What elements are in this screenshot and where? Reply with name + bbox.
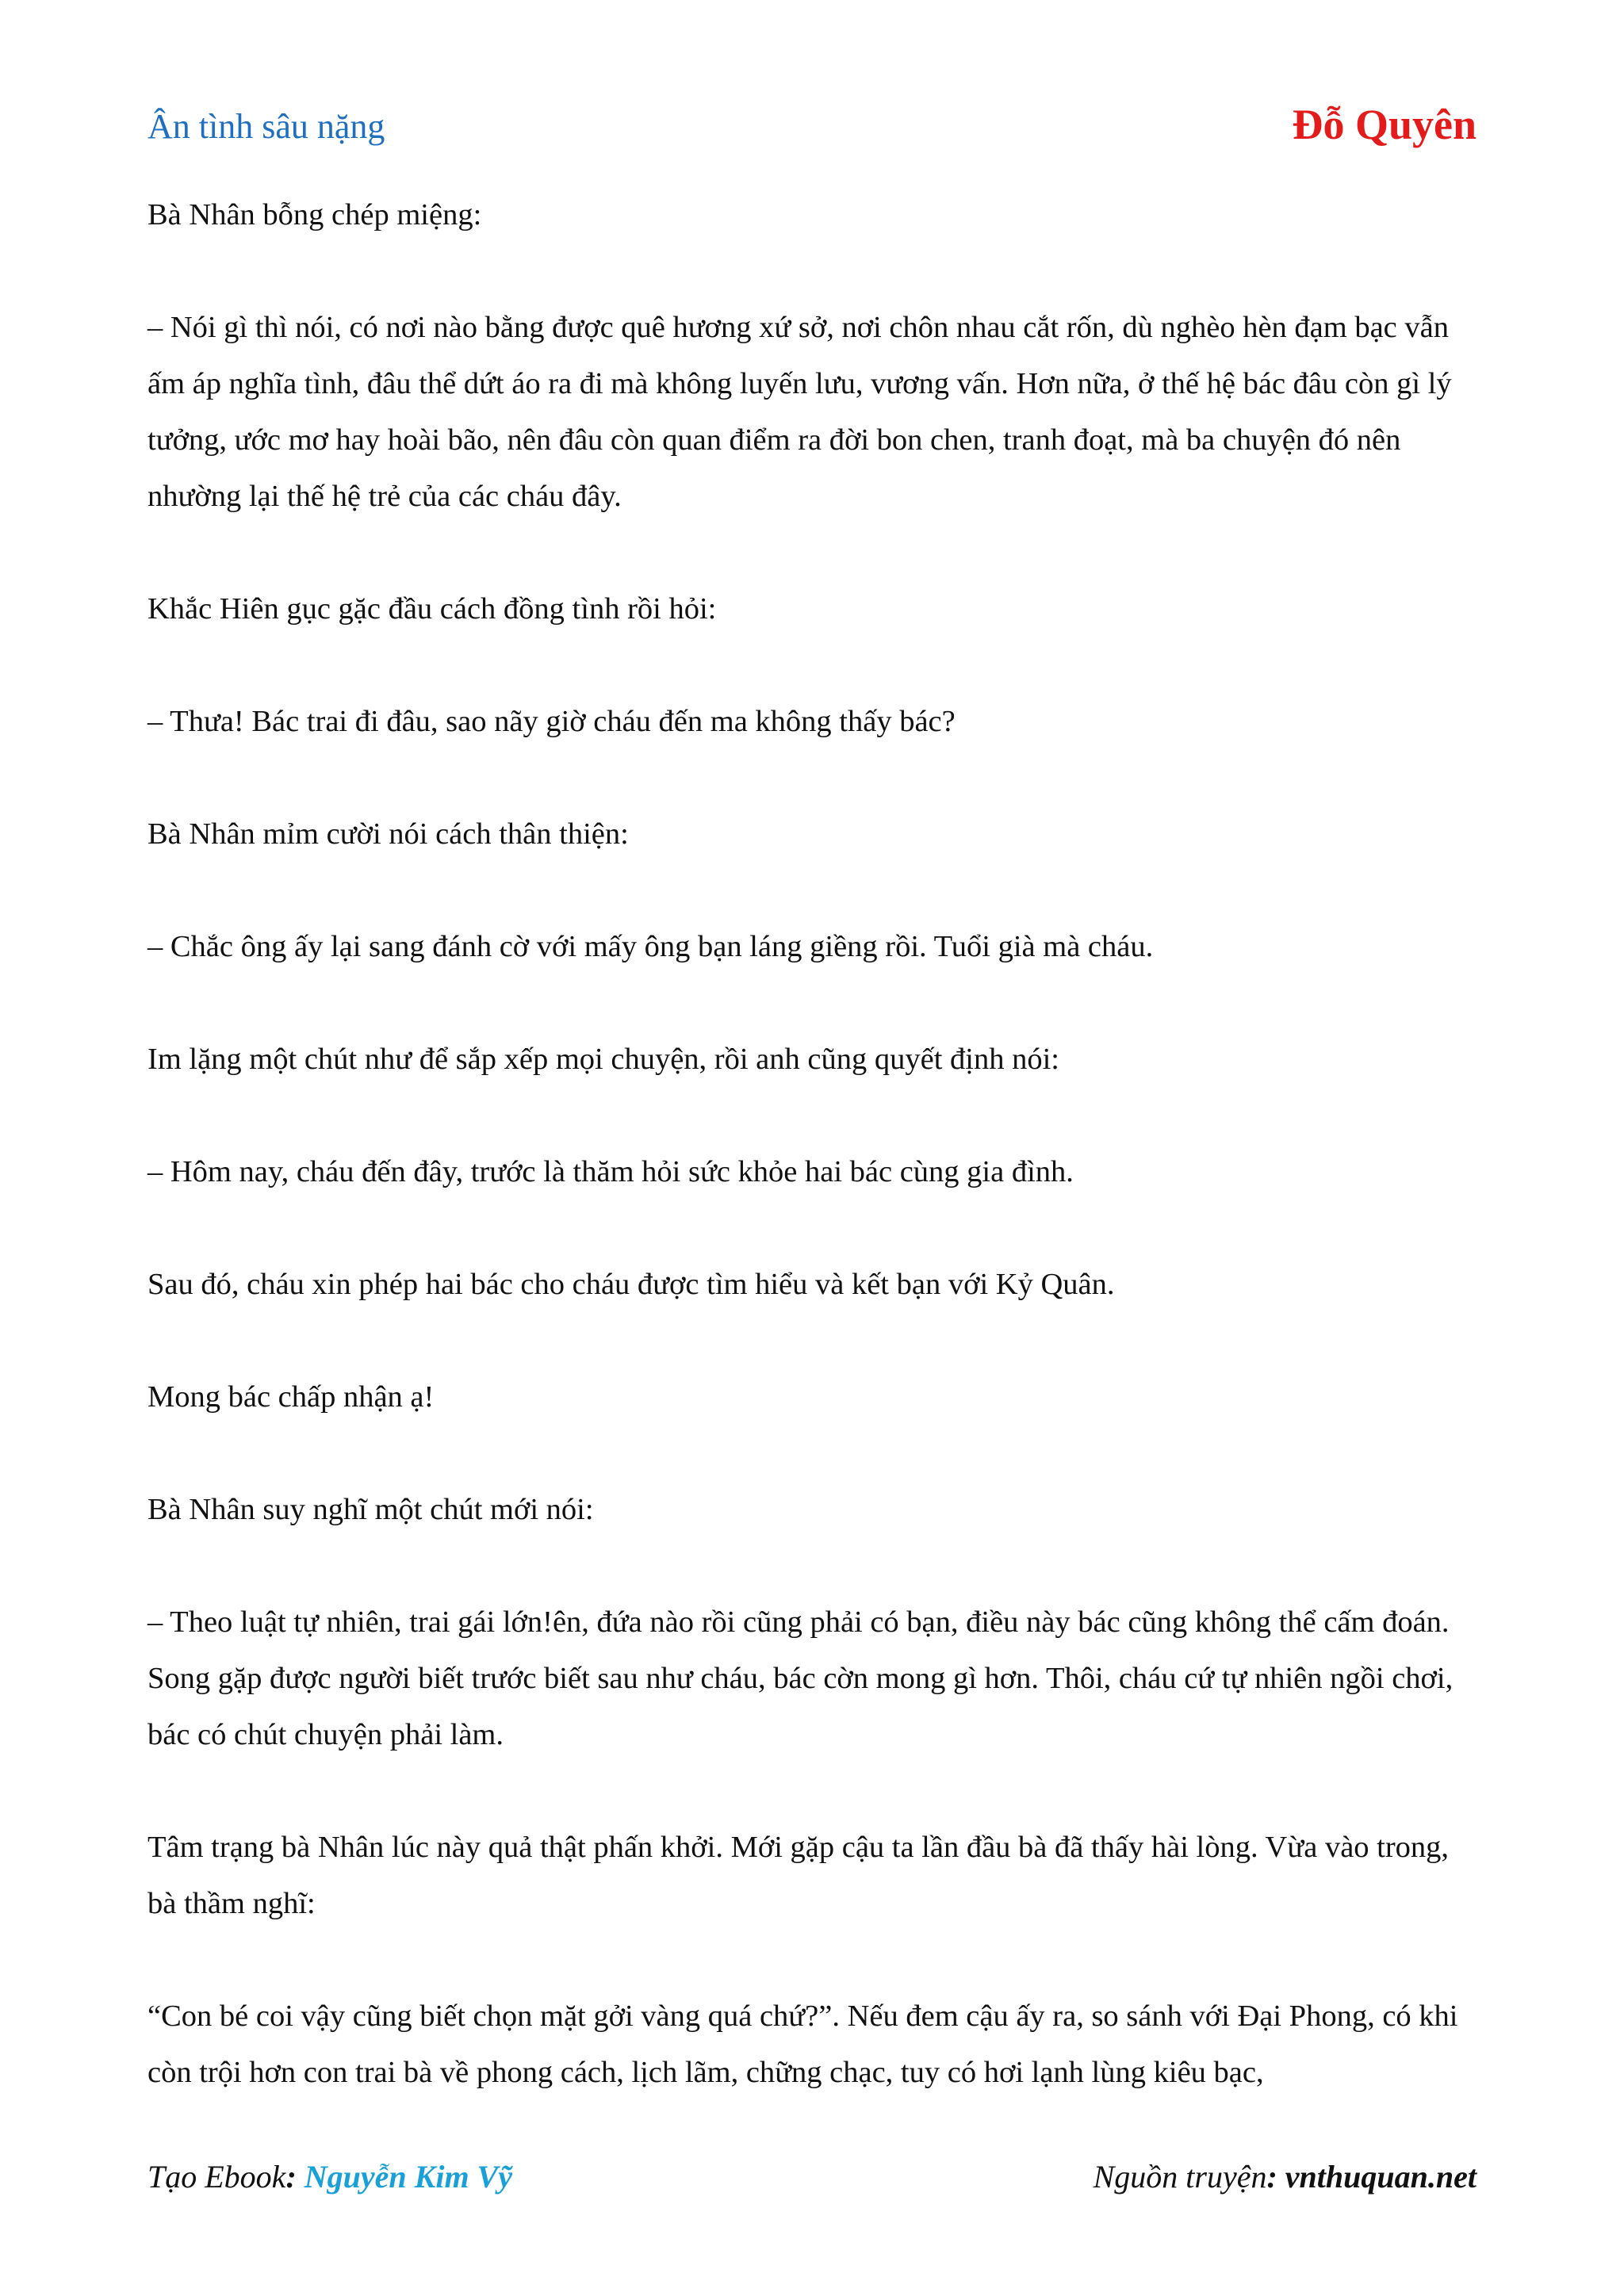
source-site: vnthuquan.net (1285, 2159, 1477, 2195)
paragraph: – Chắc ông ấy lại sang đánh cờ với mấy ông bạn láng giềng rồi. Tuổi già mà cháu. (147, 930, 1154, 963)
paragraph: – Nói gì thì nói, có nơi nào bằng được quê hương xứ sở, nơi chôn nhau cắt rốn, dù nghèo hèn đạm bạc vẫn ấm áp nghĩa tình, đâu thể dứt áo ra đi mà không luyến lưu, vương vấn. Hơn nữa, ở thế hệ bác đâu còn gì lý tưởng, ước mơ hay hoài bão, nên đâu còn quan điểm ra đời bon chen, tranh đoạt, mà ba chuyện đó nên nhường lại thế hệ trẻ của các cháu đây. (147, 311, 1452, 513)
book-title: Ân tình sâu nặng (147, 107, 385, 146)
footer-creator: Tạo Ebook: Nguyễn Kim Vỹ (147, 2159, 512, 2195)
source-label: Nguồn truyện (1093, 2159, 1267, 2195)
author-name: Đỗ Quyên (1292, 101, 1477, 148)
creator-name: Nguyễn Kim Vỹ (304, 2159, 512, 2195)
paragraph: Bà Nhân bỗng chép miệng: (147, 198, 482, 232)
paragraph: Sau đó, cháu xin phép hai bác cho cháu được tìm hiểu và kết bạn với Kỷ Quân. (147, 1268, 1115, 1301)
paragraph: “Con bé coi vậy cũng biết chọn mặt gởi vàng quá chứ?”. Nếu đem cậu ấy ra, so sánh với Đại Phong, có khi còn trội hơn con trai bà về phong cách, lịch lãm, chững chạc, tuy có hơi lạnh lùng kiêu bạc, (147, 1999, 1458, 2089)
paragraph: Bà Nhân mỉm cười nói cách thân thiện: (147, 817, 629, 851)
creator-label: Tạo Ebook (147, 2159, 286, 2195)
paragraph: Tâm trạng bà Nhân lúc này quả thật phấn khởi. Mới gặp cậu ta lần đầu bà đã thấy hài lòng. Vừa vào trong, bà thầm nghĩ: (147, 1831, 1450, 1920)
page-body (147, 187, 1477, 2157)
paragraph: – Hôm nay, cháu đến đây, trước là thăm hỏi sức khỏe hai bác cùng gia đình. (147, 1155, 1074, 1188)
footer-source: Nguồn truyện: vnthuquan.net (1093, 2159, 1477, 2195)
page-footer (147, 2158, 1477, 2202)
paragraph: – Theo luật tự nhiên, trai gái lớn!ên, đứa nào rồi cũng phải có bạn, điều này bác cũng không thể cấm đoán. Song gặp được người biết trước biết sau như cháu, bác cờn mong gì hơn. Thôi, cháu cứ tự nhiên ngồi chơi, bác có chút chuyện phải làm. (147, 1605, 1454, 1751)
page-header (147, 100, 1477, 155)
paragraph: Im lặng một chút như để sắp xếp mọi chuyện, rồi anh cũng quyết định nói: (147, 1043, 1059, 1076)
paragraph: – Thưa! Bác trai đi đâu, sao nãy giờ cháu đến ma không thấy bác? (147, 705, 956, 738)
paragraph: Mong bác chấp nhận ạ! (147, 1380, 435, 1414)
paragraph: Khắc Hiên gục gặc đầu cách đồng tình rồi hỏi: (147, 592, 717, 626)
paragraph: Bà Nhân suy nghĩ một chút mới nói: (147, 1493, 594, 1526)
